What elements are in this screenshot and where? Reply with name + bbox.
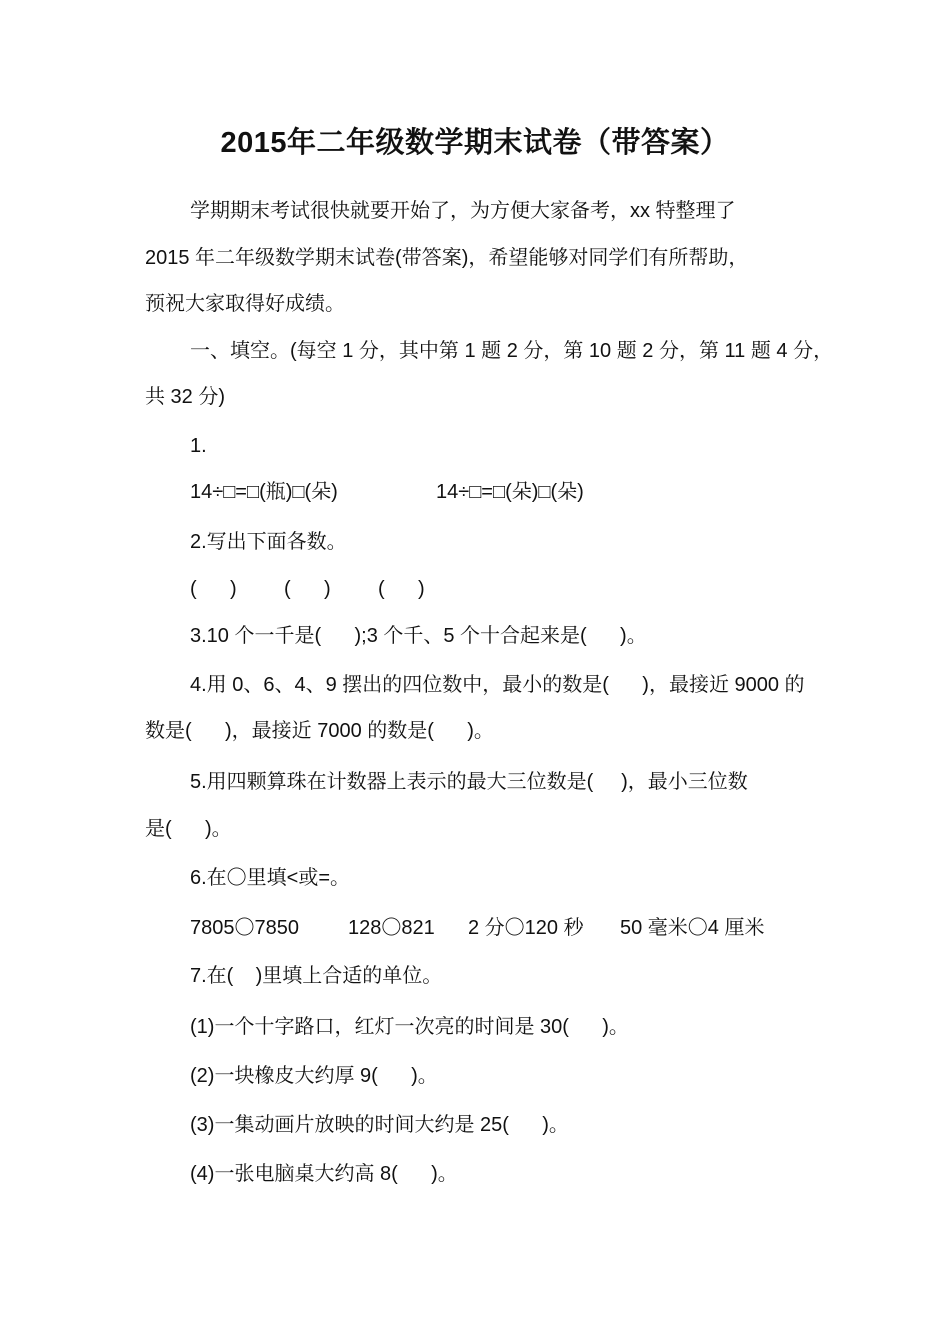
question-4-line-1: 4.用 0、6、4、9 摆出的四位数中，最小的数是( )，最接近 9000 的: [190, 674, 805, 696]
question-6-item: 2 分〇120 秒: [468, 917, 584, 939]
question-7-item: (2)一块橡皮大约厚 9( )。: [190, 1065, 438, 1087]
question-5-line-2: 是( )。: [145, 818, 232, 840]
question-6-item: 50 毫米〇4 厘米: [620, 917, 765, 939]
question-1-part-a: 14÷□=□(瓶)□(朵): [190, 481, 338, 503]
question-7-item: (1)一个十字路口，红灯一次亮的时间是 30( )。: [190, 1016, 629, 1038]
question-6-item: 7805〇7850: [190, 917, 299, 939]
question-2-blank: ( ): [284, 578, 331, 600]
question-7: 7.在( )里填上合适的单位。: [190, 965, 443, 987]
intro-line-1: 学期期末考试很快就要开始了，为方便大家备考，xx 特整理了: [190, 200, 736, 222]
question-4-line-2: 数是( )，最接近 7000 的数是( )。: [145, 720, 494, 742]
question-3: 3.10 个一千是( );3 个千、5 个十合起来是( )。: [190, 625, 647, 647]
question-2-blank: ( ): [190, 578, 237, 600]
question-2: 2.写出下面各数。: [190, 531, 347, 553]
question-2-blank: ( ): [378, 578, 425, 600]
question-6-item: 128〇821: [348, 917, 435, 939]
question-1-part-b: 14÷□=□(朵)□(朵): [436, 481, 584, 503]
page-title: 2015年二年级数学期末试卷（带答案）: [220, 127, 730, 159]
question-6: 6.在〇里填<或=。: [190, 867, 351, 889]
question-7-item: (4)一张电脑桌大约高 8( )。: [190, 1163, 458, 1185]
section-1-heading-cont: 共 32 分): [145, 386, 226, 408]
question-5-line-1: 5.用四颗算珠在计数器上表示的最大三位数是( )，最小三位数: [190, 771, 748, 793]
question-7-item: (3)一集动画片放映的时间大约是 25( )。: [190, 1114, 569, 1136]
intro-line-3: 预祝大家取得好成绩。: [145, 293, 345, 315]
question-1-number: 1.: [190, 435, 207, 457]
intro-line-2: 2015 年二年级数学期末试卷(带答案)，希望能够对同学们有所帮助，: [145, 247, 749, 269]
section-1-heading: 一、填空。(每空 1 分，其中第 1 题 2 分，第 10 题 2 分，第 11 题 4 分，: [190, 340, 834, 362]
